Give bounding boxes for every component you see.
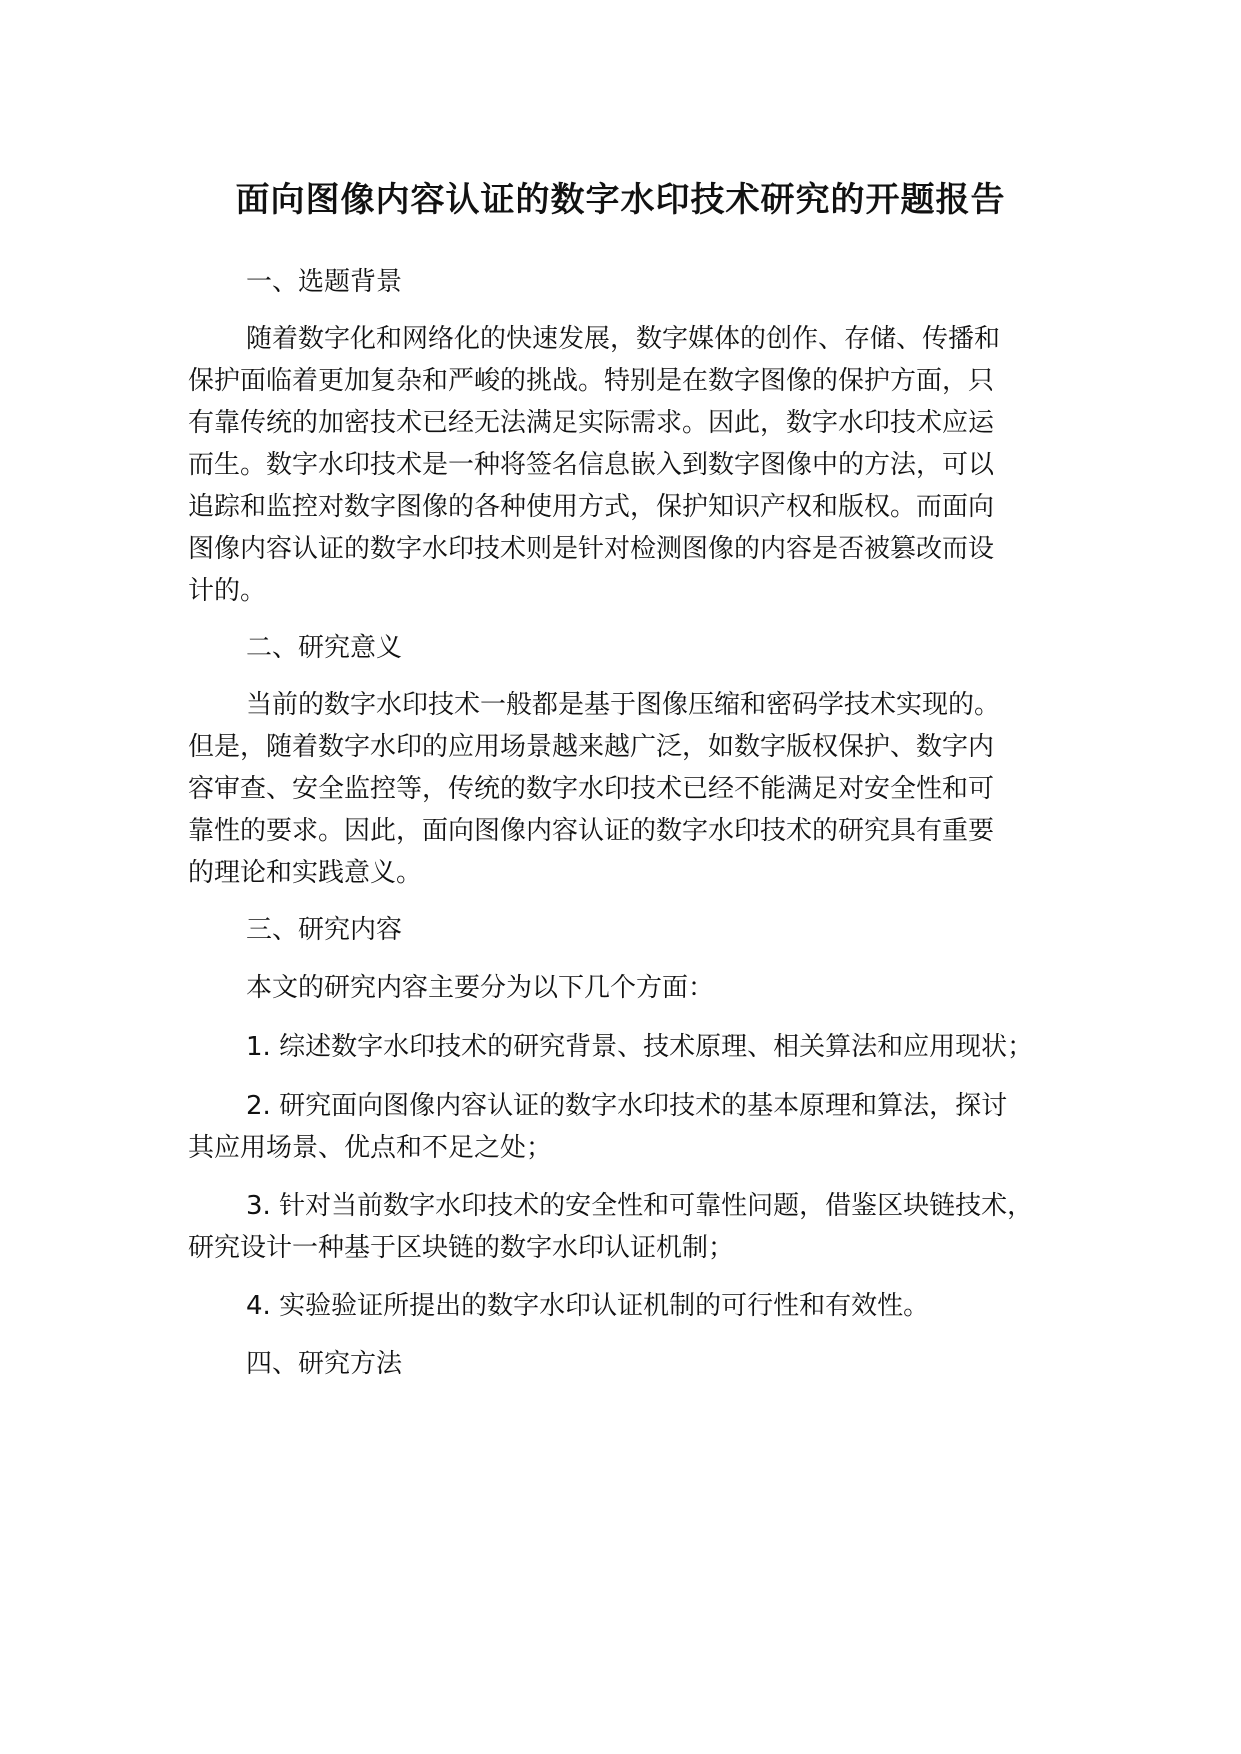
list-item-line: 其应用场景、优点和不足之处； [188,1133,553,1163]
paragraph-line: 图像内容认证的数字水印技术则是针对检测图像的内容是否被篡改而设 [188,534,995,564]
paragraph-line: 有靠传统的加密技术已经无法满足实际需求。因此，数字水印技术应运 [188,408,995,438]
section-heading-background: 一、选题背景 [246,267,403,297]
paragraph-line: 容审查、安全监控等，传统的数字水印技术已经不能满足对安全性和可 [188,774,995,804]
paragraph-line: 而生。数字水印技术是一种将签名信息嵌入到数字图像中的方法，可以 [188,450,995,480]
list-item: 1. 综述数字水印技术的研究背景、技术原理、相关算法和应用现状； [246,1032,1034,1062]
list-item-line: 2. 研究面向图像内容认证的数字水印技术的基本原理和算法，探讨 [246,1091,1008,1121]
section-heading-significance: 二、研究意义 [246,633,403,663]
paragraph-line: 随着数字化和网络化的快速发展，数字媒体的创作、存储、传播和 [246,324,1001,354]
list-item: 4. 实验验证所提出的数字水印认证机制的可行性和有效性。 [246,1291,930,1321]
list-item-line: 3. 针对当前数字水印技术的安全性和可靠性问题，借鉴区块链技术， [246,1191,1034,1221]
section-intro-content: 本文的研究内容主要分为以下几个方面： [246,973,715,1003]
section-heading-content: 三、研究内容 [246,915,403,945]
paragraph-line: 的理论和实践意义。 [188,858,423,888]
paragraph-line: 保护面临着更加复杂和严峻的挑战。特别是在数字图像的保护方面，只 [188,366,995,396]
paragraph-line: 靠性的要求。因此，面向图像内容认证的数字水印技术的研究具有重要 [188,816,995,846]
document-title: 面向图像内容认证的数字水印技术研究的开题报告 [235,180,1006,220]
paragraph-line: 当前的数字水印技术一般都是基于图像压缩和密码学技术实现的。 [246,690,1001,720]
section-heading-methods: 四、研究方法 [246,1349,403,1379]
paragraph-line: 但是，随着数字水印的应用场景越来越广泛，如数字版权保护、数字内 [188,732,995,762]
paragraph-line: 计的。 [188,576,267,606]
list-item-line: 研究设计一种基于区块链的数字水印认证机制； [188,1233,735,1263]
paragraph-line: 追踪和监控对数字图像的各种使用方式，保护知识产权和版权。而面向 [188,492,995,522]
